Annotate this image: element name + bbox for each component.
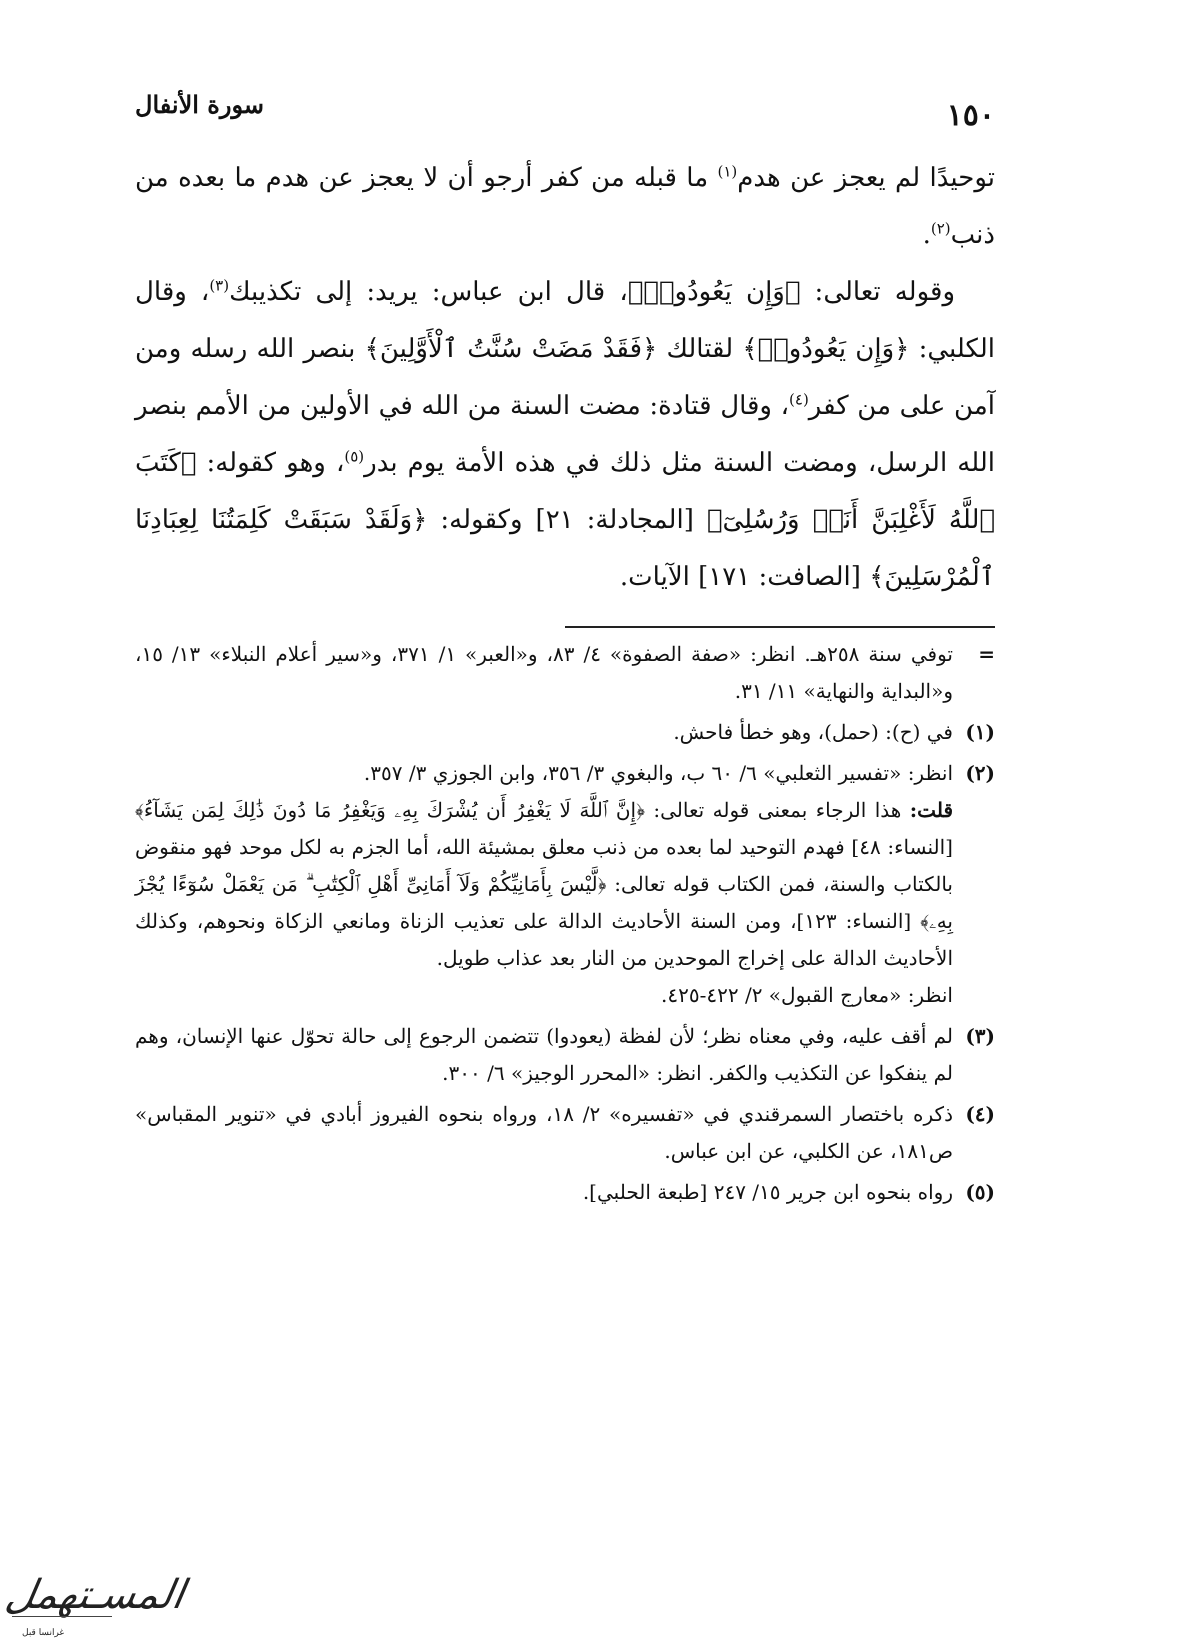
text-run: . <box>922 220 931 250</box>
footnote-number: (٥) <box>965 1180 995 1204</box>
footnote-line <box>135 792 953 977</box>
book-page <box>135 90 995 1590</box>
paragraph-2 <box>135 264 995 606</box>
footnote-separator <box>565 626 995 628</box>
footnote-line-text: هذا الرجاء بمعنى قوله تعالى: ﴿إِنَّ ٱللَّهَ لَا يَغْفِرُ أَن يُشْرَكَ بِهِۦ وَيَغْفِرُ مَا دُونَ ذَٰلِكَ لِمَن يَشَآءُ﴾ [النساء: ٤٨] فهدم التوحيد لما بعده من ذنب معلق بمشيئة الله، أما الجزم به لكل موحد فهو منقوض بالكتاب والسنة، فمن الكتاب قوله تعالى: ﴿لَّيْسَ بِأَمَانِيِّكُمْ وَلَآ أَمَانِىِّ أَهْلِ ٱلْكِتَٰبِ ۗ مَن يَعْمَلْ سُوٓءًا يُجْزَ بِهِۦ﴾ [النساء: ١٢٣]، ومن السنة الأحاديث الدالة على تعذيب الزناة ومانعي الزكاة ونحوهم، وكذلك الأحاديث الدالة على إخراج الموحدين من النار بعد عذاب طويل. <box>135 798 953 970</box>
footnote-ref: (٣) <box>209 276 230 295</box>
text-run: وقوله تعالى: ﴿وَإِن يَعُودُوا۟﴾، قال ابن عباس: يريد: إلى تكذيبك <box>229 277 955 307</box>
footnote-5 <box>135 1174 995 1211</box>
page-header <box>135 90 995 150</box>
footnote-text: لم أقف عليه، وفي معناه نظر؛ لأن لفظة (يعودوا) تتضمن الرجوع إلى حالة تحوّل عنها الإنسان، وهم لم ينفكوا عن التكذيب والكفر. انظر: «المحرر الوجيز» ٦/ ٣٠٠. <box>135 1024 953 1085</box>
qult-label: قلت: <box>909 798 953 822</box>
logo-subtext: غرانسا قبل <box>22 1628 65 1638</box>
footnote-number: (٣) <box>965 1024 995 1048</box>
page-number: ١٥٠ <box>946 98 995 133</box>
footnote-2 <box>135 755 995 1014</box>
text-run: ما قبله من كفر أرجو أن لا يعجز عن هدم ما بعده من ذنب <box>135 163 995 250</box>
footnote-number: (١) <box>965 720 995 744</box>
footnote-text: ذكره باختصار السمرقندي في «تفسيره» ٢/ ١٨، ورواه بنحوه الفيروز أبادي في «تنوير المقباس» ص١٨١، عن الكلبي، عن ابن عباس. <box>135 1102 953 1163</box>
footnote-ref: (٢) <box>930 219 951 238</box>
footnote-text: رواه بنحوه ابن جرير ١٥/ ٢٤٧ [طبعة الحلبي]. <box>582 1180 953 1204</box>
footnote-continuation <box>135 636 995 710</box>
running-title: سورة الأنفال <box>135 90 264 119</box>
footnotes <box>135 636 995 1211</box>
footnote-ref: (٤) <box>789 390 809 409</box>
footnote-text <box>135 755 953 1014</box>
text-run: ، وهو كقوله: ﴿كَتَبَ ٱللَّهُ لَأَغْلِبَنَّ أَنَا۠ وَرُسُلِىٓ﴾ [المجادلة: ٢١] وكقوله: ﴿وَلَقَدْ سَبَقَتْ كَلِمَتُنَا لِعِبَادِنَا ٱلْمُرْسَلِينَ﴾ [الصافت: ١٧١] الآيات. <box>135 448 996 592</box>
main-text <box>135 150 995 606</box>
footnote-text: توفي سنة ٢٥٨هـ. انظر: «صفة الصفوة» ٤/ ٨٣، و«العبر» ١/ ٣٧١، و«سير أعلام النبلاء» ١٣/ ١٥، و«البداية والنهاية» ١١/ ٣١. <box>135 642 953 703</box>
footnote-line: انظر: «تفسير الثعلبي» ٦/ ٦٠ ب، والبغوي ٣/ ٣٥٦، وابن الجوزي ٣/ ٣٥٧. <box>363 761 953 785</box>
paragraph-1 <box>135 150 995 264</box>
footnote-3 <box>135 1018 995 1092</box>
logo-calligraphy: المسـتهمل <box>1 1572 188 1618</box>
footnote-number: (٢) <box>965 761 995 785</box>
logo-underline <box>12 1616 112 1617</box>
footnote-line: انظر: «معارج القبول» ٢/ ٤٢٢-٤٢٥. <box>661 983 953 1007</box>
text-run: ، وقال الكلبي: ﴿وَإِن يَعُودُوا۟﴾ لقتالك ﴿فَقَدْ مَضَتْ سُنَّتُ ٱلْأَوَّلِينَ﴾ بنصر الله رسله ومن آمن على من كفر <box>135 277 996 421</box>
footnote-number: (٤) <box>965 1102 995 1126</box>
footnote-ref: (١) <box>717 162 738 181</box>
continuation-mark: = <box>978 642 995 666</box>
text-run: توحيدًا لم يعجز عن هدم <box>737 163 996 193</box>
footnote-text: في (ح): (حمل)، وهو خطأ فاحش. <box>673 720 953 744</box>
footnote-ref: (٥) <box>344 447 365 466</box>
footnote-4 <box>135 1096 995 1170</box>
footnote-1 <box>135 714 995 751</box>
text-run: ، وقال قتادة: مضت السنة من الله في الأولين من الأمم بنصر الله الرسل، ومضت السنة مثل ذلك في هذه الأمة يوم بدر <box>135 391 996 478</box>
publisher-logo <box>1 1568 188 1638</box>
